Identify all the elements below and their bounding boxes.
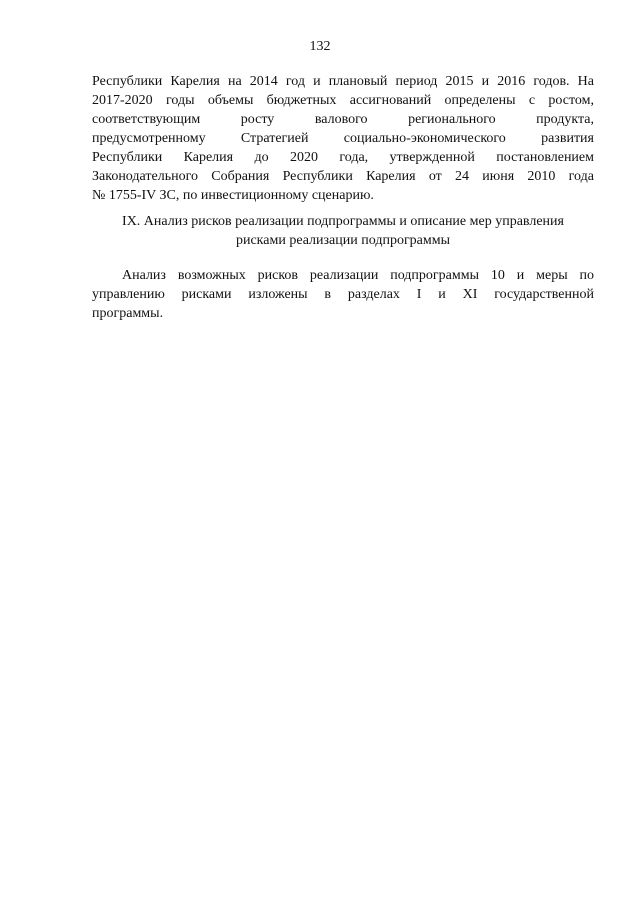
paragraph-line: управлению рисками изложены в разделах I и XI государственной <box>92 287 594 302</box>
section-heading <box>92 212 594 250</box>
paragraph-line: 2017-2020 годы объемы бюджетных ассигнований определены с ростом, <box>92 93 594 108</box>
paragraph-line: программы. <box>92 306 164 321</box>
paragraph-line: предусмотренному Стратегией социально-экономического развития <box>92 131 594 146</box>
section-heading-line-1: IX. Анализ рисков реализации подпрограммы и описание мер управления <box>122 214 564 229</box>
page-number: 132 <box>309 39 331 54</box>
paragraph-line: № 1755-IV ЗС, по инвестиционному сценарию. <box>92 188 374 203</box>
paragraph-line: Анализ возможных рисков реализации подпрограммы 10 и меры по <box>122 268 594 283</box>
paragraph-risk-analysis <box>92 266 594 323</box>
paragraph-line: Законодательного Собрания Республики Карелия от 24 июня 2010 года <box>92 169 594 184</box>
paragraph-line: соответствующим росту валового регионального продукта, <box>92 112 594 127</box>
paragraph-line: Республики Карелия до 2020 года, утвержденной постановлением <box>92 150 594 165</box>
paragraph-line: Республики Карелия на 2014 год и плановый период 2015 и 2016 годов. На <box>92 74 594 89</box>
section-heading-line-2: рисками реализации подпрограммы <box>235 233 451 248</box>
paragraph-budget-allocations <box>92 72 594 205</box>
